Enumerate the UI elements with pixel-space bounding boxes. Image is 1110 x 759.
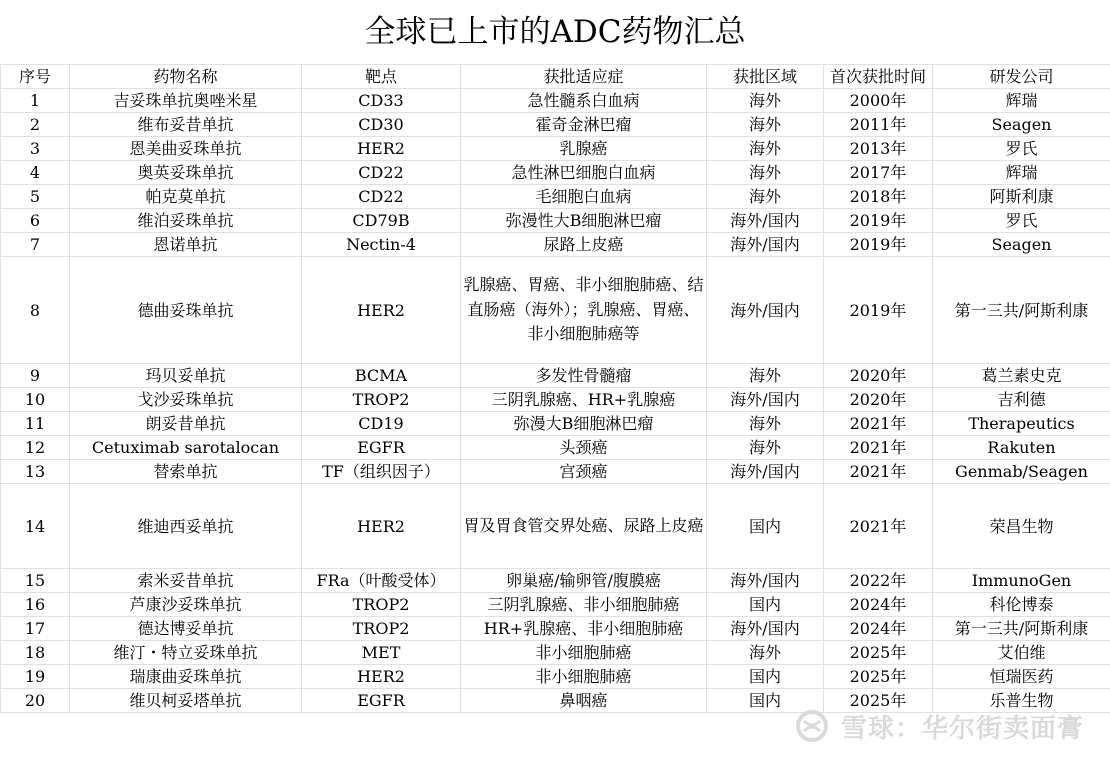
cell-no: 3 xyxy=(1,137,70,161)
cell-company: Seagen xyxy=(933,113,1110,137)
cell-company: 科伦博泰 xyxy=(933,593,1110,617)
cell-name: 维迪西妥单抗 xyxy=(70,484,302,569)
cell-target: EGFR xyxy=(302,436,461,460)
cell-target: HER2 xyxy=(302,665,461,689)
cell-target: BCMA xyxy=(302,364,461,388)
table-row xyxy=(1,665,1110,689)
cell-year: 2024年 xyxy=(824,593,933,617)
cell-target: TF（组织因子） xyxy=(302,460,461,484)
cell-name: 德曲妥珠单抗 xyxy=(70,257,302,364)
cell-indication: 非小细胞肺癌 xyxy=(461,641,707,665)
cell-name: 恩美曲妥珠单抗 xyxy=(70,137,302,161)
cell-no: 5 xyxy=(1,185,70,209)
cell-year: 2024年 xyxy=(824,617,933,641)
cell-region: 海外/国内 xyxy=(707,460,824,484)
cell-name: 帕克莫单抗 xyxy=(70,185,302,209)
cell-company: 荣昌生物 xyxy=(933,484,1110,569)
table-row xyxy=(1,209,1110,233)
cell-region: 国内 xyxy=(707,484,824,569)
cell-no: 12 xyxy=(1,436,70,460)
cell-region: 国内 xyxy=(707,665,824,689)
cell-target: HER2 xyxy=(302,137,461,161)
cell-no: 4 xyxy=(1,161,70,185)
cell-year: 2013年 xyxy=(824,137,933,161)
cell-company: 罗氏 xyxy=(933,137,1110,161)
cell-region: 海外/国内 xyxy=(707,233,824,257)
cell-name: Cetuximab sarotalocan xyxy=(70,436,302,460)
cell-target: CD33 xyxy=(302,89,461,113)
cell-year: 2025年 xyxy=(824,665,933,689)
cell-target: HER2 xyxy=(302,484,461,569)
cell-year: 2021年 xyxy=(824,436,933,460)
cell-target: Nectin-4 xyxy=(302,233,461,257)
cell-indication: 尿路上皮癌 xyxy=(461,233,707,257)
cell-target: CD19 xyxy=(302,412,461,436)
cell-region: 国内 xyxy=(707,593,824,617)
cell-company: 罗氏 xyxy=(933,209,1110,233)
col-header-region: 获批区域 xyxy=(707,65,824,89)
cell-indication: HR+乳腺癌、非小细胞肺癌 xyxy=(461,617,707,641)
cell-name: 玛贝妥单抗 xyxy=(70,364,302,388)
cell-indication: 霍奇金淋巴瘤 xyxy=(461,113,707,137)
cell-region: 海外/国内 xyxy=(707,388,824,412)
cell-company: 辉瑞 xyxy=(933,161,1110,185)
cell-year: 2021年 xyxy=(824,412,933,436)
col-header-name: 药物名称 xyxy=(70,65,302,89)
cell-name: 瑞康曲妥珠单抗 xyxy=(70,665,302,689)
cell-name: 维汀・特立妥珠单抗 xyxy=(70,641,302,665)
table-row xyxy=(1,460,1110,484)
table-row xyxy=(1,161,1110,185)
cell-company: 艾伯维 xyxy=(933,641,1110,665)
table-row xyxy=(1,569,1110,593)
cell-region: 海外/国内 xyxy=(707,209,824,233)
cell-target: TROP2 xyxy=(302,593,461,617)
table-row xyxy=(1,233,1110,257)
cell-no: 17 xyxy=(1,617,70,641)
cell-indication: 三阴乳腺癌、非小细胞肺癌 xyxy=(461,593,707,617)
cell-no: 1 xyxy=(1,89,70,113)
cell-year: 2019年 xyxy=(824,233,933,257)
cell-company: 辉瑞 xyxy=(933,89,1110,113)
cell-name: 维贝柯妥塔单抗 xyxy=(70,689,302,713)
cell-company: 乐普生物 xyxy=(933,689,1110,713)
cell-company: 第一三共/阿斯利康 xyxy=(933,257,1110,364)
cell-no: 8 xyxy=(1,257,70,364)
cell-indication: 胃及胃食管交界处癌、尿路上皮癌 xyxy=(461,484,707,569)
table-row xyxy=(1,436,1110,460)
cell-year: 2020年 xyxy=(824,388,933,412)
cell-name: 索米妥昔单抗 xyxy=(70,569,302,593)
table-row xyxy=(1,89,1110,113)
header-row xyxy=(1,65,1110,89)
cell-year: 2019年 xyxy=(824,209,933,233)
cell-target: CD79B xyxy=(302,209,461,233)
cell-target: MET xyxy=(302,641,461,665)
table-row xyxy=(1,257,1110,364)
cell-no: 18 xyxy=(1,641,70,665)
cell-company: 第一三共/阿斯利康 xyxy=(933,617,1110,641)
cell-year: 2025年 xyxy=(824,641,933,665)
cell-target: HER2 xyxy=(302,257,461,364)
cell-company: 阿斯利康 xyxy=(933,185,1110,209)
cell-name: 奥英妥珠单抗 xyxy=(70,161,302,185)
cell-indication: 非小细胞肺癌 xyxy=(461,665,707,689)
cell-indication: 乳腺癌、胃癌、非小细胞肺癌、结直肠癌（海外）；乳腺癌、胃癌、非小细胞肺癌等 xyxy=(461,257,707,364)
cell-region: 海外 xyxy=(707,641,824,665)
cell-target: TROP2 xyxy=(302,388,461,412)
cell-target: CD30 xyxy=(302,113,461,137)
cell-indication: 鼻咽癌 xyxy=(461,689,707,713)
cell-region: 海外 xyxy=(707,113,824,137)
cell-year: 2018年 xyxy=(824,185,933,209)
col-header-year: 首次获批时间 xyxy=(824,65,933,89)
cell-company: Rakuten xyxy=(933,436,1110,460)
cell-year: 2022年 xyxy=(824,569,933,593)
cell-company: 吉利德 xyxy=(933,388,1110,412)
cell-year: 2019年 xyxy=(824,257,933,364)
cell-name: 戈沙妥珠单抗 xyxy=(70,388,302,412)
cell-year: 2017年 xyxy=(824,161,933,185)
cell-indication: 宫颈癌 xyxy=(461,460,707,484)
cell-name: 替索单抗 xyxy=(70,460,302,484)
table-row xyxy=(1,617,1110,641)
cell-company: ImmunoGen xyxy=(933,569,1110,593)
cell-no: 9 xyxy=(1,364,70,388)
cell-region: 海外 xyxy=(707,161,824,185)
cell-region: 海外 xyxy=(707,185,824,209)
table-row xyxy=(1,137,1110,161)
cell-region: 海外/国内 xyxy=(707,257,824,364)
table-row xyxy=(1,412,1110,436)
cell-year: 2021年 xyxy=(824,460,933,484)
cell-indication: 乳腺癌 xyxy=(461,137,707,161)
cell-no: 7 xyxy=(1,233,70,257)
cell-company: 恒瑞医药 xyxy=(933,665,1110,689)
cell-no: 13 xyxy=(1,460,70,484)
page-title: 全球已上市的ADC药物汇总 xyxy=(364,14,746,50)
watermark-text: 雪球：华尔街卖面膏 xyxy=(840,713,1084,744)
adc-drug-table xyxy=(0,64,1110,713)
cell-region: 海外 xyxy=(707,412,824,436)
cell-year: 2000年 xyxy=(824,89,933,113)
cell-indication: 多发性骨髓瘤 xyxy=(461,364,707,388)
cell-name: 朗妥昔单抗 xyxy=(70,412,302,436)
table-row xyxy=(1,185,1110,209)
cell-no: 2 xyxy=(1,113,70,137)
cell-target: EGFR xyxy=(302,689,461,713)
cell-company: 葛兰素史克 xyxy=(933,364,1110,388)
cell-name: 吉妥珠单抗奥唑米星 xyxy=(70,89,302,113)
cell-no: 10 xyxy=(1,388,70,412)
cell-no: 20 xyxy=(1,689,70,713)
col-header-no: 序号 xyxy=(1,65,70,89)
cell-no: 11 xyxy=(1,412,70,436)
table-row xyxy=(1,484,1110,569)
cell-no: 14 xyxy=(1,484,70,569)
cell-year: 2025年 xyxy=(824,689,933,713)
col-header-target: 靶点 xyxy=(302,65,461,89)
cell-year: 2021年 xyxy=(824,484,933,569)
cell-region: 海外/国内 xyxy=(707,569,824,593)
cell-indication: 弥漫大B细胞淋巴瘤 xyxy=(461,412,707,436)
table-row xyxy=(1,593,1110,617)
cell-target: CD22 xyxy=(302,161,461,185)
cell-indication: 头颈癌 xyxy=(461,436,707,460)
cell-target: FRa（叶酸受体） xyxy=(302,569,461,593)
cell-name: 芦康沙妥珠单抗 xyxy=(70,593,302,617)
cell-company: Seagen xyxy=(933,233,1110,257)
table-row xyxy=(1,689,1110,713)
table-row xyxy=(1,113,1110,137)
cell-region: 海外 xyxy=(707,364,824,388)
cell-indication: 急性淋巴细胞白血病 xyxy=(461,161,707,185)
cell-indication: 三阴乳腺癌、HR+乳腺癌 xyxy=(461,388,707,412)
snowball-logo-icon xyxy=(795,709,833,743)
cell-company: Therapeutics xyxy=(933,412,1110,436)
cell-name: 德达博妥单抗 xyxy=(70,617,302,641)
col-header-company: 研发公司 xyxy=(933,65,1110,89)
cell-region: 海外 xyxy=(707,436,824,460)
cell-target: TROP2 xyxy=(302,617,461,641)
cell-year: 2011年 xyxy=(824,113,933,137)
cell-region: 国内 xyxy=(707,689,824,713)
cell-name: 恩诺单抗 xyxy=(70,233,302,257)
cell-no: 19 xyxy=(1,665,70,689)
cell-region: 海外/国内 xyxy=(707,617,824,641)
table-row xyxy=(1,388,1110,412)
table-row xyxy=(1,364,1110,388)
cell-indication: 弥漫性大B细胞淋巴瘤 xyxy=(461,209,707,233)
cell-company: Genmab/Seagen xyxy=(933,460,1110,484)
cell-indication: 毛细胞白血病 xyxy=(461,185,707,209)
cell-target: CD22 xyxy=(302,185,461,209)
cell-indication: 卵巢癌/输卵管/腹膜癌 xyxy=(461,569,707,593)
cell-year: 2020年 xyxy=(824,364,933,388)
cell-region: 海外 xyxy=(707,137,824,161)
cell-name: 维布妥昔单抗 xyxy=(70,113,302,137)
cell-no: 6 xyxy=(1,209,70,233)
cell-indication: 急性髓系白血病 xyxy=(461,89,707,113)
col-header-indication: 获批适应症 xyxy=(461,65,707,89)
table-row xyxy=(1,641,1110,665)
cell-region: 海外 xyxy=(707,89,824,113)
cell-no: 16 xyxy=(1,593,70,617)
cell-no: 15 xyxy=(1,569,70,593)
cell-name: 维泊妥珠单抗 xyxy=(70,209,302,233)
